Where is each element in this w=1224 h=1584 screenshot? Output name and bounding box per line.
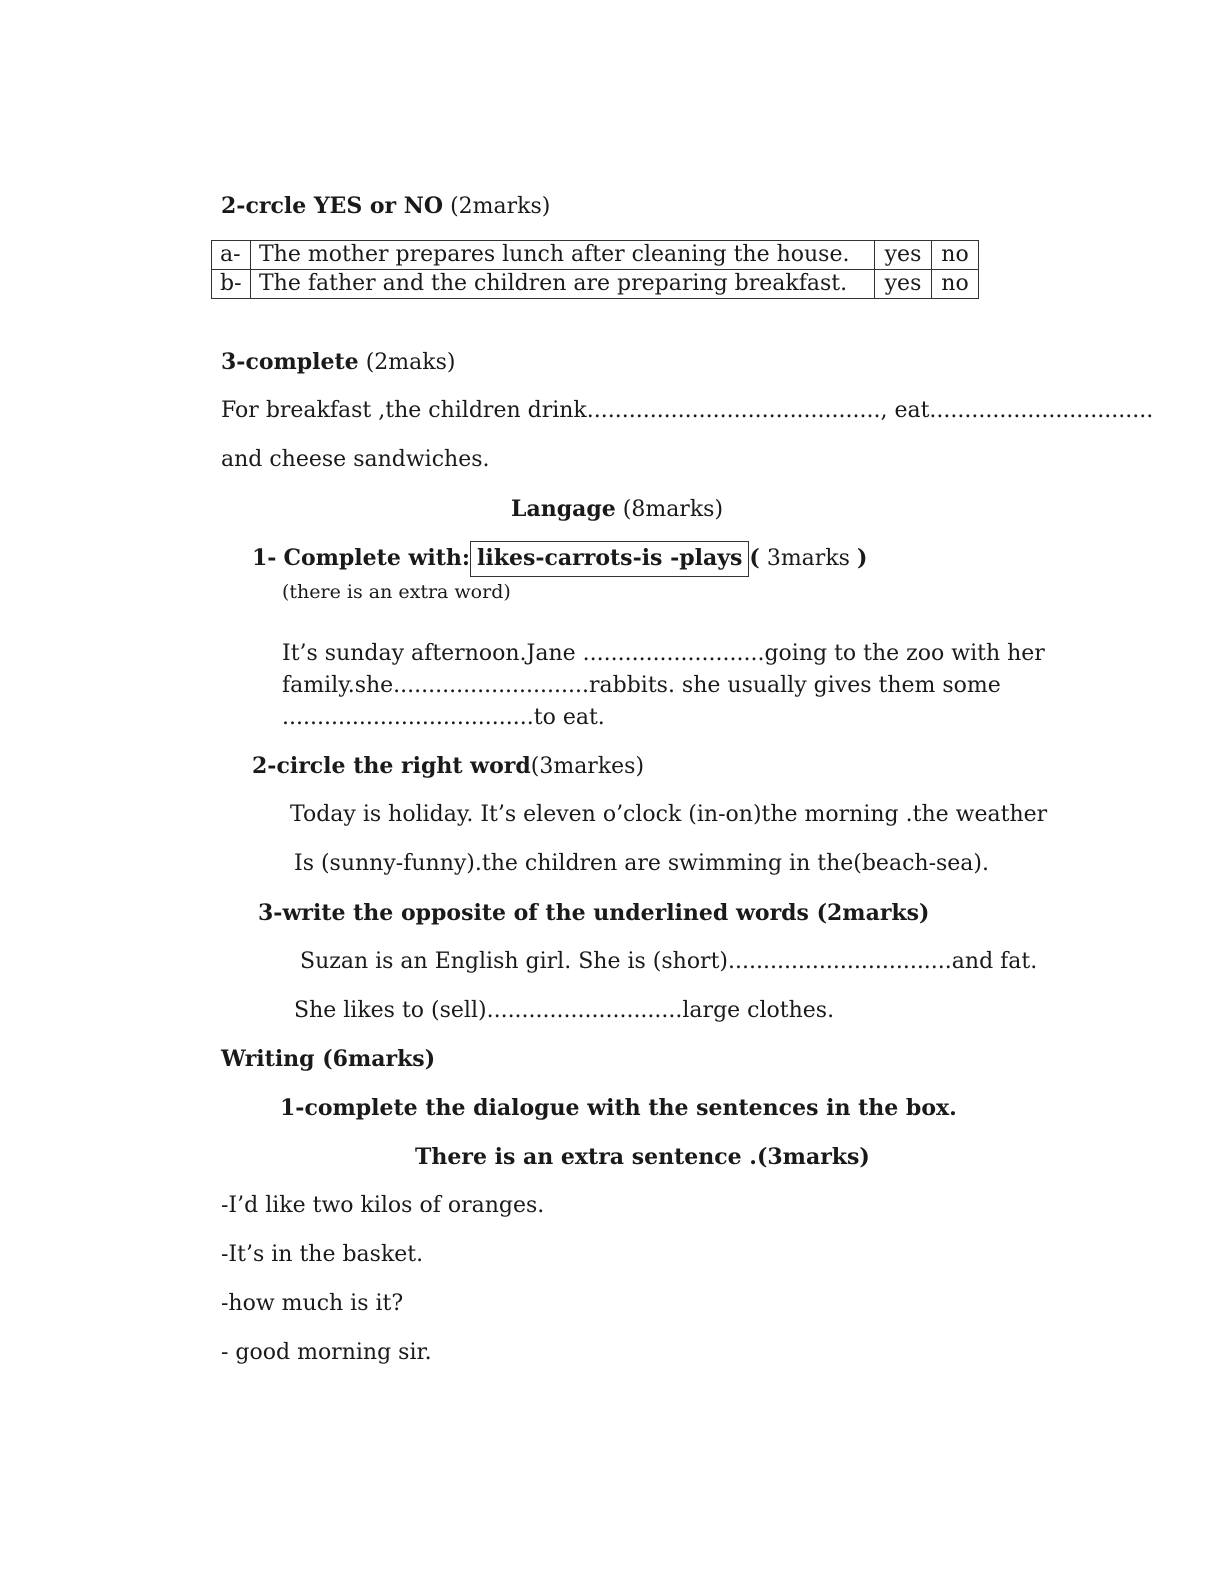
lang-q1-marks-open: ( <box>749 545 760 571</box>
language-marks: (8marks) <box>622 497 724 522</box>
q2-title: crcle YES or NO <box>245 193 444 219</box>
writing-instruction-2 <box>415 1143 870 1172</box>
word-box: likes-carrots-is -plays <box>470 541 749 577</box>
writing-heading <box>221 1045 435 1074</box>
language-heading <box>511 495 723 524</box>
lang-q1-heading <box>252 544 867 573</box>
dialogue-sentence: -I’d like two kilos of oranges. <box>221 1193 545 1218</box>
lang-q1-note: (there is an extra word) <box>282 581 511 603</box>
table-row <box>212 270 979 299</box>
no-option[interactable]: no <box>932 241 979 270</box>
yes-no-table <box>211 240 979 299</box>
no-option[interactable]: no <box>932 270 979 299</box>
q3-title: 3-complete <box>221 349 359 375</box>
row-sentence: The father and the children are preparing breakfast. <box>251 270 875 299</box>
writing-instruction-1 <box>280 1094 957 1123</box>
yes-option[interactable]: yes <box>875 241 932 270</box>
q3-line-2: and cheese sandwiches. <box>221 447 490 472</box>
q3-heading <box>221 348 455 377</box>
writing-title: Writing (6marks) <box>221 1046 436 1072</box>
q3-marks: (2maks) <box>365 350 456 375</box>
q2-number: 2- <box>221 193 246 219</box>
table-row <box>212 241 979 270</box>
row-sentence: The mother prepares lunch after cleaning the house. <box>251 241 875 270</box>
lang-q3-heading <box>258 899 929 928</box>
lang-q3-line-2: She likes to (sell)............................large clothes. <box>294 998 835 1023</box>
lang-q2-heading <box>252 752 644 781</box>
lang-q3-title: 3-write the opposite of the underlined words (2marks) <box>258 900 930 926</box>
row-letter: b- <box>212 270 251 299</box>
q2-heading <box>221 192 550 221</box>
lang-q2-title: 2-circle the right word <box>252 753 531 779</box>
language-title: Langage <box>511 496 616 522</box>
lang-q1-marks-close: ) <box>856 545 868 571</box>
lang-q2-line-1: Today is holiday. It’s eleven o’clock (in-on)the morning .the weather <box>290 802 1048 827</box>
lang-q2-marks: (3markes) <box>530 754 645 779</box>
lang-q3-line-1: Suzan is an English girl. She is (short)................................and fat. <box>300 949 1038 974</box>
dialogue-sentence: -It’s in the basket. <box>221 1242 424 1267</box>
lang-q1-line-1: It’s sunday afternoon.Jane ..........................going to the zoo with her <box>282 641 1045 666</box>
q3-line-1: For breakfast ,the children drink.........................................., eat................................ <box>221 398 1154 423</box>
lang-q1-line-3: ....................................to eat. <box>282 705 605 730</box>
writing-instruction-2-text: There is an extra sentence .(3marks) <box>415 1144 870 1170</box>
lang-q1-number: 1- <box>252 545 277 571</box>
lang-q1-marks: 3marks <box>759 546 857 571</box>
dialogue-sentence: -how much is it? <box>221 1291 404 1316</box>
dialogue-sentence: - good morning sir. <box>221 1340 432 1365</box>
writing-instruction-1-text: 1-complete the dialogue with the sentences in the box. <box>280 1095 957 1121</box>
lang-q2-line-2: Is (sunny-funny).the children are swimming in the(beach-sea). <box>294 851 989 876</box>
yes-option[interactable]: yes <box>875 270 932 299</box>
q2-marks: (2marks) <box>450 194 551 219</box>
lang-q1-line-2: family.she............................rabbits. she usually gives them some <box>282 673 1001 698</box>
lang-q1-label: Complete with: <box>283 545 471 571</box>
row-letter: a- <box>212 241 251 270</box>
